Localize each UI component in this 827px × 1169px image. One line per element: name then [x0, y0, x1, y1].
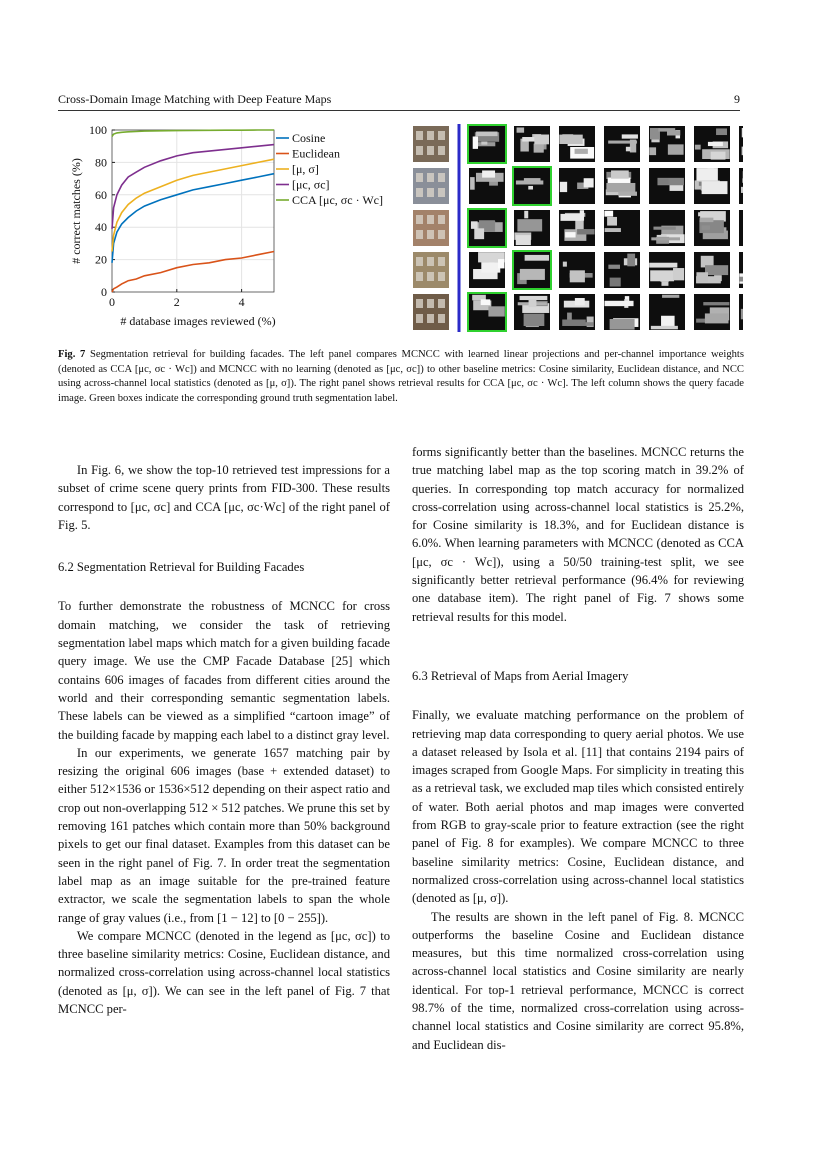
facade-retrieval-grid	[413, 124, 743, 332]
label-region	[562, 320, 586, 326]
facade-window	[427, 146, 434, 155]
label-region	[702, 181, 728, 194]
label-region	[606, 183, 635, 192]
label-region	[651, 139, 659, 142]
facade-window	[438, 188, 445, 197]
facade-window	[416, 146, 423, 155]
label-region	[488, 306, 504, 316]
retrieved-label-map	[559, 252, 595, 288]
label-region	[605, 228, 621, 232]
label-region	[474, 228, 484, 239]
label-region	[650, 270, 674, 281]
facade-window	[427, 299, 434, 308]
label-region	[570, 270, 585, 282]
facade-window	[416, 215, 423, 224]
figure-caption	[58, 348, 744, 406]
legend-entry: Euclidean	[292, 146, 340, 161]
legend-entry: CCA [μc, σc · Wc]	[292, 193, 383, 207]
label-region	[739, 277, 743, 282]
label-region	[702, 225, 710, 229]
y-tick-label: 80	[95, 155, 107, 170]
label-region	[470, 177, 475, 190]
facade-window	[416, 299, 423, 308]
y-tick-label: 0	[101, 285, 107, 299]
paragraph: forms significantly better than the baselines. MCNCC returns the true matching label map as the top scoring match in 39.2% of queries. In corresponding top match accuracy for normalized cross-correlation using across-channel local statistics is 25.2%, for Cosine similarity is 18.3%, and for Euclidean distance is 6.0%. When learning parameters with MCNCC (denoted as CCA [μc, σc · Wc]), using a 50/50 training-test split, we see significantly better retrieval performance (96.4% for reviewing one database item). The right panel of Fig. 7 shows some retrieval results for this model.	[412, 445, 744, 624]
facade-window	[427, 215, 434, 224]
page-number: 9	[734, 92, 740, 106]
label-region	[575, 298, 585, 305]
label-region	[610, 319, 635, 330]
label-region	[649, 147, 656, 155]
label-region	[563, 262, 567, 267]
label-region	[560, 214, 580, 221]
facade-window	[427, 314, 434, 323]
facade-window	[438, 215, 445, 224]
label-region	[653, 227, 675, 230]
label-region	[630, 140, 636, 153]
label-region	[481, 262, 500, 273]
facade-window	[427, 272, 434, 281]
label-region	[604, 301, 633, 306]
label-region	[534, 135, 549, 145]
series-line	[112, 252, 274, 293]
label-region	[534, 144, 544, 153]
label-region	[476, 132, 497, 137]
paragraph: In Fig. 6, we show the top-10 retrieved test impressions for a subset of crime scene query prints from FID-300. These results correspond to [μc, σc] and CCA [μc, σc·Wc] of the right panel of Fig. 5.	[58, 463, 390, 532]
y-tick-label: 60	[95, 187, 107, 202]
label-region	[575, 149, 588, 154]
label-region	[524, 211, 528, 219]
facade-window	[438, 173, 445, 182]
label-region	[607, 217, 617, 226]
facade-window	[438, 257, 445, 266]
section-heading-6-3: 6.3 Retrieval of Maps from Aerial Imagery	[412, 668, 629, 683]
label-region	[696, 168, 717, 181]
legend-entry: Cosine	[292, 131, 326, 145]
y-tick-label: 100	[89, 123, 107, 137]
label-region	[584, 178, 594, 187]
facade-window	[416, 230, 423, 239]
facade-window	[416, 272, 423, 281]
label-region	[649, 263, 677, 268]
label-region	[516, 235, 531, 245]
header-title: Cross-Domain Image Matching with Deep Feature Maps	[58, 92, 332, 106]
right-column	[412, 443, 744, 1054]
label-region	[525, 255, 549, 261]
facade-window	[438, 131, 445, 140]
label-region	[742, 178, 743, 182]
series-line	[112, 130, 274, 137]
label-region	[627, 254, 635, 267]
figure-caption-text: Segmentation retrieval for building facades. The left panel compares MCNCC with learned linear projections and per-channel importance weights (denoted as CCA [μc, σc · Wc]) and MCNCC with no learning (denoted as [μc, σc]) to other baseline metrics: Cosine similarity, Euclidean distance, and NCC using across-channel local statistics (denoted as [μ, σ]). The right panel shows retrieval results for CCA [μc, σc · Wc]. The left column shows the query facade image. Green boxes indicate the corresponding ground truth segmentation label.	[58, 349, 744, 404]
left-column	[58, 461, 390, 1018]
retrieval-accuracy-chart	[60, 118, 390, 333]
label-region	[668, 144, 684, 154]
label-region	[703, 302, 729, 305]
label-region	[618, 192, 637, 196]
label-region	[610, 278, 621, 287]
facade-window	[438, 299, 445, 308]
label-region	[577, 229, 595, 234]
label-region	[705, 313, 729, 323]
label-region	[517, 219, 542, 231]
legend-entry: [μ, σ]	[292, 162, 319, 176]
label-region	[673, 268, 684, 280]
label-region	[482, 170, 495, 177]
label-region	[481, 299, 491, 305]
label-region	[604, 211, 613, 217]
series-line	[112, 145, 274, 229]
label-region	[658, 179, 668, 184]
label-region	[565, 232, 575, 237]
facade-window	[427, 173, 434, 182]
x-axis-label: # database images reviewed (%)	[120, 314, 276, 328]
x-tick-label: 0	[109, 295, 115, 309]
label-region	[528, 186, 533, 190]
label-region	[611, 170, 629, 178]
facade-window	[427, 188, 434, 197]
label-region	[741, 187, 743, 193]
label-region	[708, 142, 723, 146]
label-region	[517, 127, 525, 132]
label-region	[662, 295, 679, 298]
label-region	[626, 147, 631, 152]
label-region	[524, 314, 545, 326]
label-region	[522, 137, 535, 142]
retrieved-label-map	[739, 210, 743, 246]
section-heading-6-2: 6.2 Segmentation Retrieval for Building Facades	[58, 560, 305, 575]
label-region	[559, 135, 582, 144]
facade-window	[438, 230, 445, 239]
facade-window	[416, 188, 423, 197]
label-region	[705, 265, 728, 275]
label-region	[516, 180, 543, 184]
label-region	[471, 221, 478, 229]
y-tick-label: 20	[95, 252, 107, 267]
label-region	[742, 128, 743, 137]
label-region	[700, 218, 714, 222]
facade-window	[438, 314, 445, 323]
label-region	[580, 210, 584, 220]
paragraph: In our experiments, we generate 1657 matching pair by resizing the original 606 images (base + extended dataset) to either 512×1536 or 1536×512 depending on their aspect ratio and crop out non-overlapping 512 × 512 patches. We prune this set by removing 161 patches which contain more than 50% background pixels to get our final dataset. Examples from this dataset can be seen in the right panel of Fig. 7. In order treat the segmentation label map as an image suitable for the pre-trained feature extractor, we scale the segmentation labels to span the whole range of gray values (i.e., from [1 − 12] to [0 − 255]).	[58, 745, 390, 925]
paragraph: We compare MCNCC (denoted in the legend as [μc, σc]) to three baseline similarity metrics: Cosine, Euclidean distance, and normalized cross-correlation using across-channel local statistics (denoted as [μ, σ]). We can see in the left panel of Fig. 7 that MCNCC per-	[58, 928, 390, 1017]
facade-window	[416, 314, 423, 323]
label-region	[698, 212, 711, 216]
label-region	[696, 272, 708, 282]
paragraph: To further demonstrate the robustness of MCNCC for cross domain matching, we consider the task of retrieving segmentation label maps which match for a given building facade query image. We use the CMP Facade Database [25] which contains 606 images of facades from different cities around the world and their corresponding semantic segmentation labels. These labels can be viewed as a simplified “cartoon image” of the building facade by mapping each label to a distinct gray level.	[58, 599, 390, 742]
x-tick-label: 4	[238, 295, 245, 309]
facade-window	[427, 257, 434, 266]
label-region	[716, 128, 727, 135]
facade-window	[416, 257, 423, 266]
header-rule	[58, 110, 740, 111]
label-region	[741, 309, 743, 319]
label-region	[711, 152, 726, 160]
facade-window	[438, 146, 445, 155]
label-region	[742, 147, 743, 156]
y-axis-label: # correct matches (%)	[69, 158, 83, 264]
facade-window	[438, 272, 445, 281]
figure-label: Fig. 7	[58, 349, 86, 360]
x-tick-label: 2	[173, 295, 180, 309]
label-region	[473, 136, 478, 148]
y-tick-label: 40	[95, 220, 107, 235]
label-region	[498, 259, 504, 268]
facade-window	[427, 230, 434, 239]
label-region	[661, 316, 675, 326]
label-region	[608, 265, 620, 269]
label-region	[520, 269, 545, 280]
facade-window	[416, 173, 423, 182]
series-line	[112, 174, 274, 263]
label-region	[695, 145, 701, 150]
legend-entry: [μc, σc]	[292, 177, 330, 192]
label-region	[651, 237, 680, 240]
facade-window	[427, 131, 434, 140]
facade-window	[416, 131, 423, 140]
paragraph: Finally, we evaluate matching performance on the problem of retrieving map data corresponding to query aerial photos. We use a dataset released by Isola et al. [11] that contains 2194 pairs of images scraped from Google Maps. For simplicity in treating this as a retrieval task, we excluded map tiles which consisted entirely of water. Both aerial photos and map images were converted from RGB to gray-scale prior to feature extraction (see the right panel of Fig. 8 for examples). We compare MCNCC to three baseline similarity metrics: Cosine, Euclidean distance, and normalized cross-correlation using across-channel local statistics (denoted as [μ, σ]).	[412, 708, 744, 906]
retrieved-label-map	[739, 168, 743, 204]
paragraph: The results are shown in the left panel of Fig. 8. MCNCC outperforms the baseline Cosine and Euclidean distance measures, but this time normalized cross-correlation using across-channel local statistics and Cosine similarity are nearly identical. For top-1 retrieval performance, MCNCC is correct 98.7% of the time, normalized cross-correlation using across-channel local statistics and Cosine similarity are correct 95.8%, and Euclidean dis-	[412, 909, 744, 1052]
label-region	[651, 326, 678, 329]
label-region	[560, 182, 567, 192]
series-line	[112, 159, 274, 251]
label-region	[622, 134, 638, 138]
label-region	[667, 130, 680, 135]
label-region	[529, 299, 537, 307]
